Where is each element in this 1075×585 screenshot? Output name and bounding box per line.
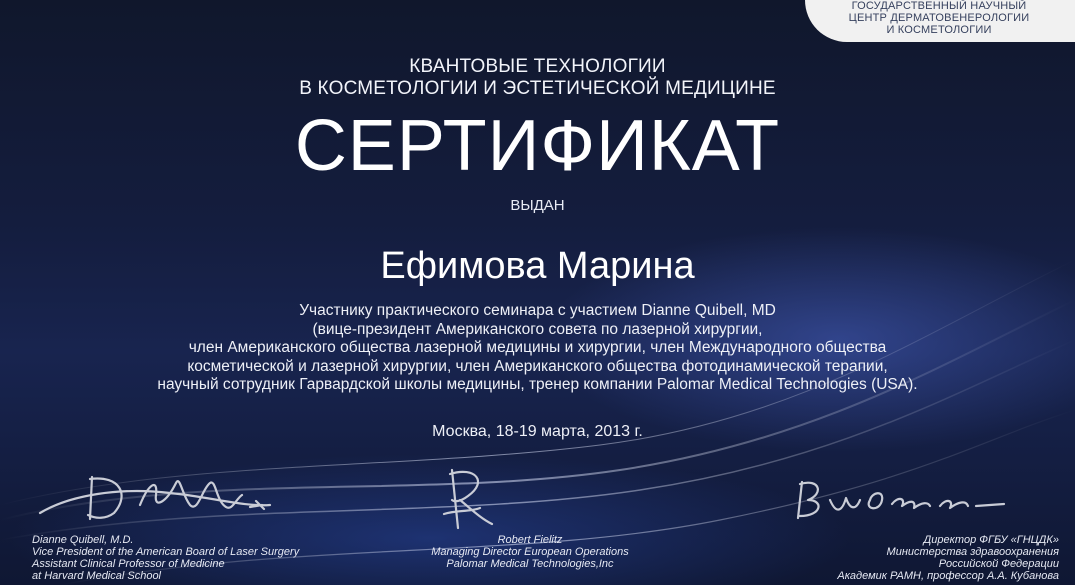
issued-label: ВЫДАН	[510, 197, 565, 214]
description-line: член Американского общества лазерной медицины и хирургии, член Международного общества	[188, 339, 887, 356]
signatory-kubanova	[837, 534, 1059, 582]
signatory-quibell	[32, 534, 299, 582]
description-line: Участнику практического семинара с участием Dianne Quibell, MD	[299, 302, 776, 319]
signatory-line: Managing Director European Operations	[431, 546, 629, 558]
certificate-title: СЕРТИФИКАТ	[294, 106, 781, 186]
program-title-line: В КОСМЕТОЛОГИИ И ЭСТЕТИЧЕСКОЙ МЕДИЦИНЕ	[299, 78, 776, 99]
signatory-line: Академик РАМН, профессор А.А. Кубанова	[837, 570, 1059, 582]
organization-name	[819, 0, 1059, 36]
signatory-line: Vice President of the American Board of Laser Surgery	[32, 546, 300, 558]
signatory-line: Robert Fielitz	[497, 534, 563, 546]
description-line: косметической и лазерной хирургии, член Американского общества фотодинамической терапии,	[187, 357, 888, 375]
signatory-line: Министерства здравоохранения	[886, 546, 1059, 558]
signatory-line: Директор ФГБУ «ГНЦДК»	[923, 534, 1059, 546]
program-title-line: КВАНТОВЫЕ ТЕХНОЛОГИИ	[409, 56, 666, 77]
signature-kubanova-image	[790, 470, 1030, 530]
description-line: научный сотрудник Гарвардской школы медицины, тренер компании Palomar Medical Technologies (USA).	[157, 376, 918, 393]
signatory-line: Assistant Clinical Professor of Medicine	[32, 558, 225, 570]
organization-line: И КОСМЕТОЛОГИИ	[886, 24, 992, 36]
signatory-fielitz	[400, 534, 660, 570]
organization-line: ГОСУДАРСТВЕННЫЙ НАУЧНЫЙ	[851, 0, 1027, 12]
description-line: (вице-президент Американского совета по лазерной хирургии,	[312, 320, 763, 338]
program-title	[0, 56, 1075, 100]
signature-fielitz-image	[430, 462, 500, 534]
description	[0, 302, 1075, 395]
recipient-name: Ефимова Марина	[380, 245, 695, 287]
signatory-line: Российской Федерации	[938, 558, 1059, 570]
signatory-line: Dianne Quibell, M.D.	[32, 534, 134, 546]
signature-quibell-image	[30, 455, 280, 535]
signatory-line: at Harvard Medical School	[32, 570, 162, 582]
signatory-line: Palomar Medical Technologies,Inc	[446, 558, 614, 570]
organization-line: ЦЕНТР ДЕРМАТОВЕНЕРОЛОГИИ	[848, 12, 1030, 24]
date-place: Москва, 18-19 марта, 2013 г.	[432, 423, 643, 440]
